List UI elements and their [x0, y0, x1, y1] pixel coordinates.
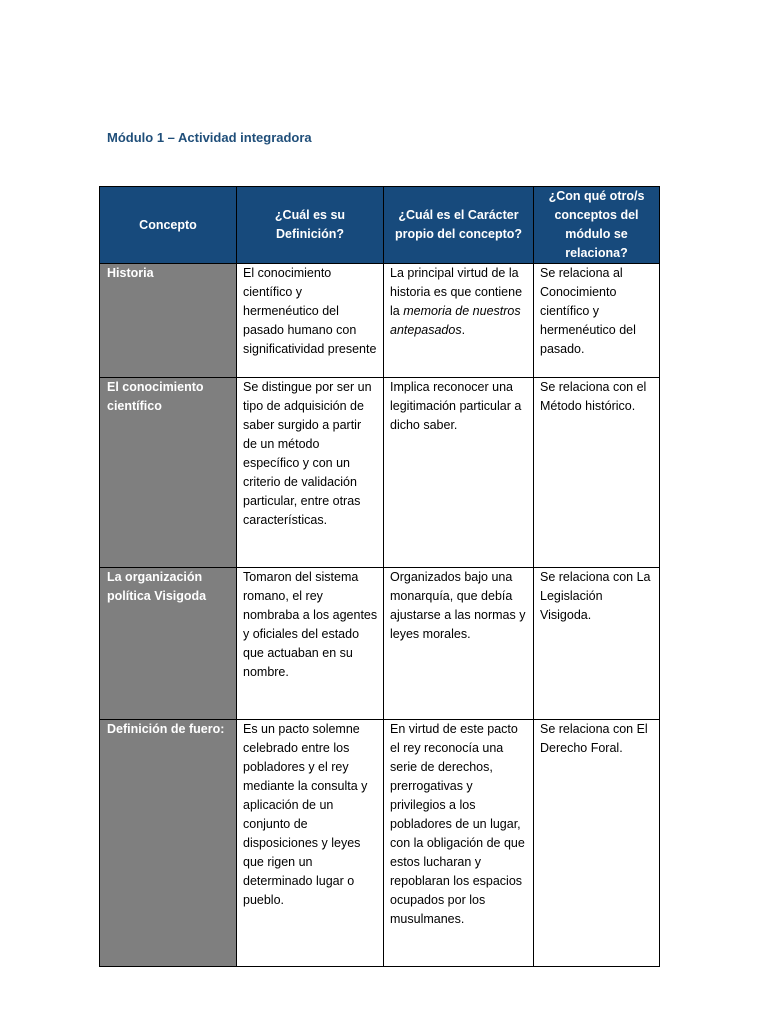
character-cell: En virtud de este pacto el rey reconocía una serie de derechos, prerrogativas y privilegios a los pobladores de un lugar, con la obligación de que estos lucharan y repoblaran los espacios ocupados por los musulmanes. [384, 720, 534, 967]
character-cell [384, 264, 534, 378]
relation-cell: Se relaciona con El Derecho Foral. [534, 720, 660, 967]
definition-cell: El conocimiento científico y hermenéutico del pasado humano con significatividad presente [237, 264, 384, 378]
relation-cell: Se relaciona al Conocimiento científico y hermenéutico del pasado. [534, 264, 660, 378]
page-title: Módulo 1 – Actividad integradora [107, 130, 312, 145]
character-text: La principal virtud de la historia es que contiene la [390, 266, 523, 318]
relation-cell: Se relaciona con el Método histórico. [534, 378, 660, 568]
table-row [100, 264, 660, 378]
header-concept: Concepto [100, 187, 237, 264]
table-row [100, 378, 660, 568]
definition-cell: Tomaron del sistema romano, el rey nombraba a los agentes y oficiales del estado que actuaban en su nombre. [237, 568, 384, 720]
header-character: ¿Cuál es el Carácter propio del concepto? [384, 187, 534, 264]
character-cell: Organizados bajo una monarquía, que debía ajustarse a las normas y leyes morales. [384, 568, 534, 720]
character-cell: Implica reconocer una legitimación particular a dicho saber. [384, 378, 534, 568]
header-relation: ¿Con qué otro/s conceptos del módulo se relaciona? [534, 187, 660, 264]
definition-cell: Es un pacto solemne celebrado entre los pobladores y el rey mediante la consulta y aplicación de un conjunto de disposiciones y leyes que rigen un determinado lugar o pueblo. [237, 720, 384, 967]
concept-cell: La organización política Visigoda [100, 568, 237, 720]
concept-cell: Historia [100, 264, 237, 378]
character-emphasis: memoria de nuestros antepasados [390, 304, 521, 337]
relation-cell: Se relaciona con La Legislación Visigoda. [534, 568, 660, 720]
table-row [100, 720, 660, 967]
header-definition: ¿Cuál es su Definición? [237, 187, 384, 264]
definition-cell: Se distingue por ser un tipo de adquisición de saber surgido a partir de un método específico y con un criterio de validación particular, entre otras características. [237, 378, 384, 568]
concept-cell: El conocimiento científico [100, 378, 237, 568]
activity-table [99, 186, 660, 967]
table-header-row [100, 187, 660, 264]
concept-cell: Definición de fuero: [100, 720, 237, 967]
character-text-end: . [461, 323, 466, 337]
table-row [100, 568, 660, 720]
